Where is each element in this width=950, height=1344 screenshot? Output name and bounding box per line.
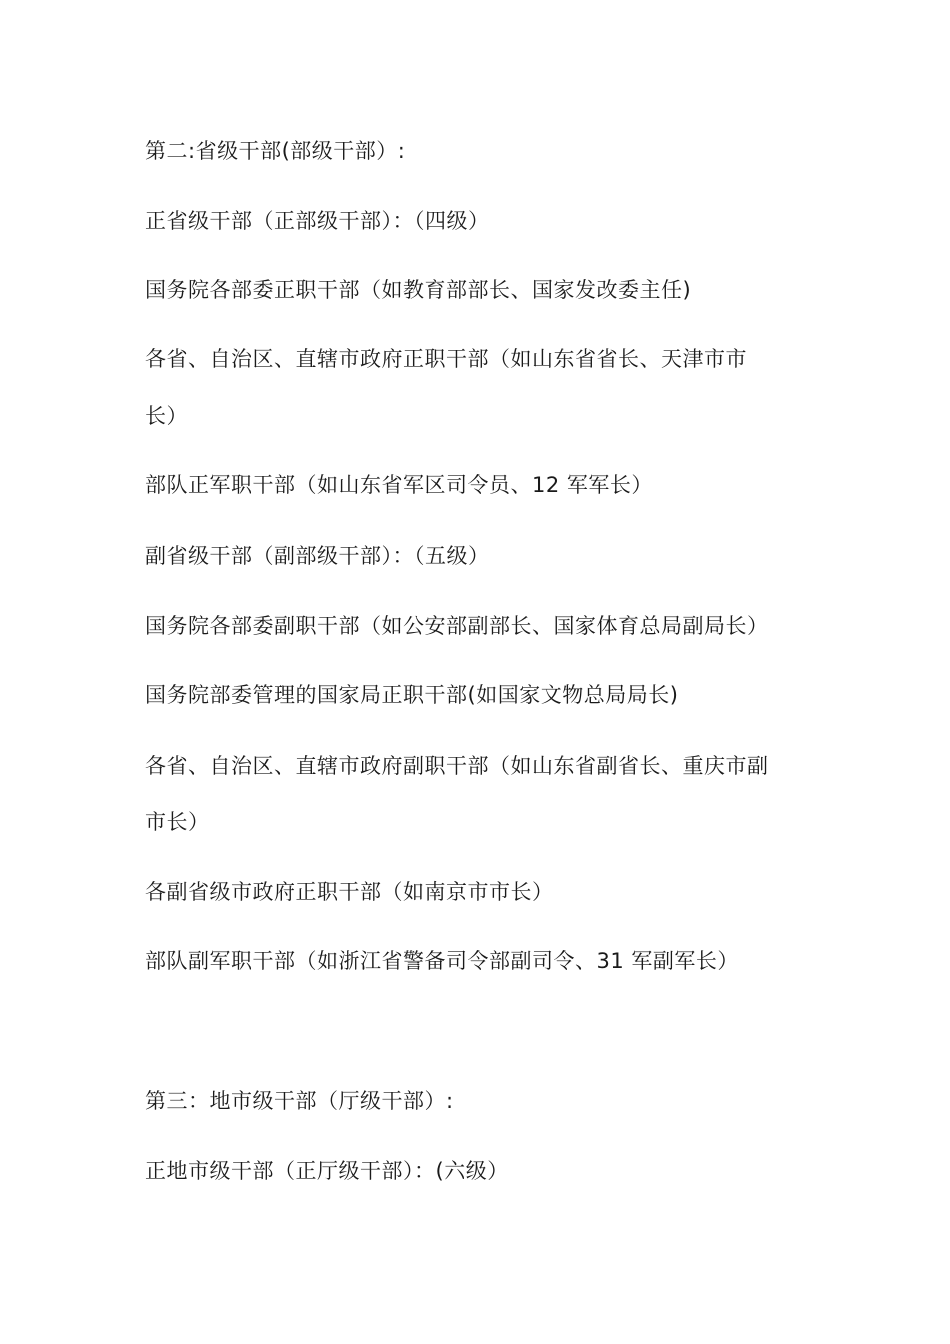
text-line: 部队正军职干部（如山东省军区司令员、12 军军长） (145, 473, 653, 497)
text-line: 各省、自治区、直辖市政府正职干部（如山东省省长、天津市市 (145, 347, 747, 371)
section-heading-prefectural: 第三：地市级干部（厅级干部）: (145, 1089, 454, 1113)
text-line: 长） (145, 404, 188, 428)
section-heading-provincial: 第二:省级干部(部级干部）: (145, 139, 406, 163)
text-line: 国务院各部委副职干部（如公安部副部长、国家体育总局副局长） (145, 614, 769, 638)
text-line: 各副省级市政府正职干部（如南京市市长） (145, 880, 554, 904)
text-line: 国务院部委管理的国家局正职干部(如国家文物总局局长) (145, 683, 679, 707)
subheading-full-provincial: 正省级干部（正部级干部）：（四级） (145, 209, 490, 233)
text-line: 部队副军职干部（如浙江省警备司令部副司令、31 军副军长） (145, 949, 739, 973)
text-line: 市长） (145, 810, 210, 834)
subheading-full-prefectural: 正地市级干部（正厅级干部）：(六级） (145, 1159, 509, 1183)
text-line: 各省、自治区、直辖市政府副职干部（如山东省副省长、重庆市副 (145, 754, 769, 778)
subheading-vice-provincial: 副省级干部（副部级干部）：（五级） (145, 544, 490, 568)
text-line: 国务院各部委正职干部（如教育部部长、国家发改委主任) (145, 278, 692, 302)
